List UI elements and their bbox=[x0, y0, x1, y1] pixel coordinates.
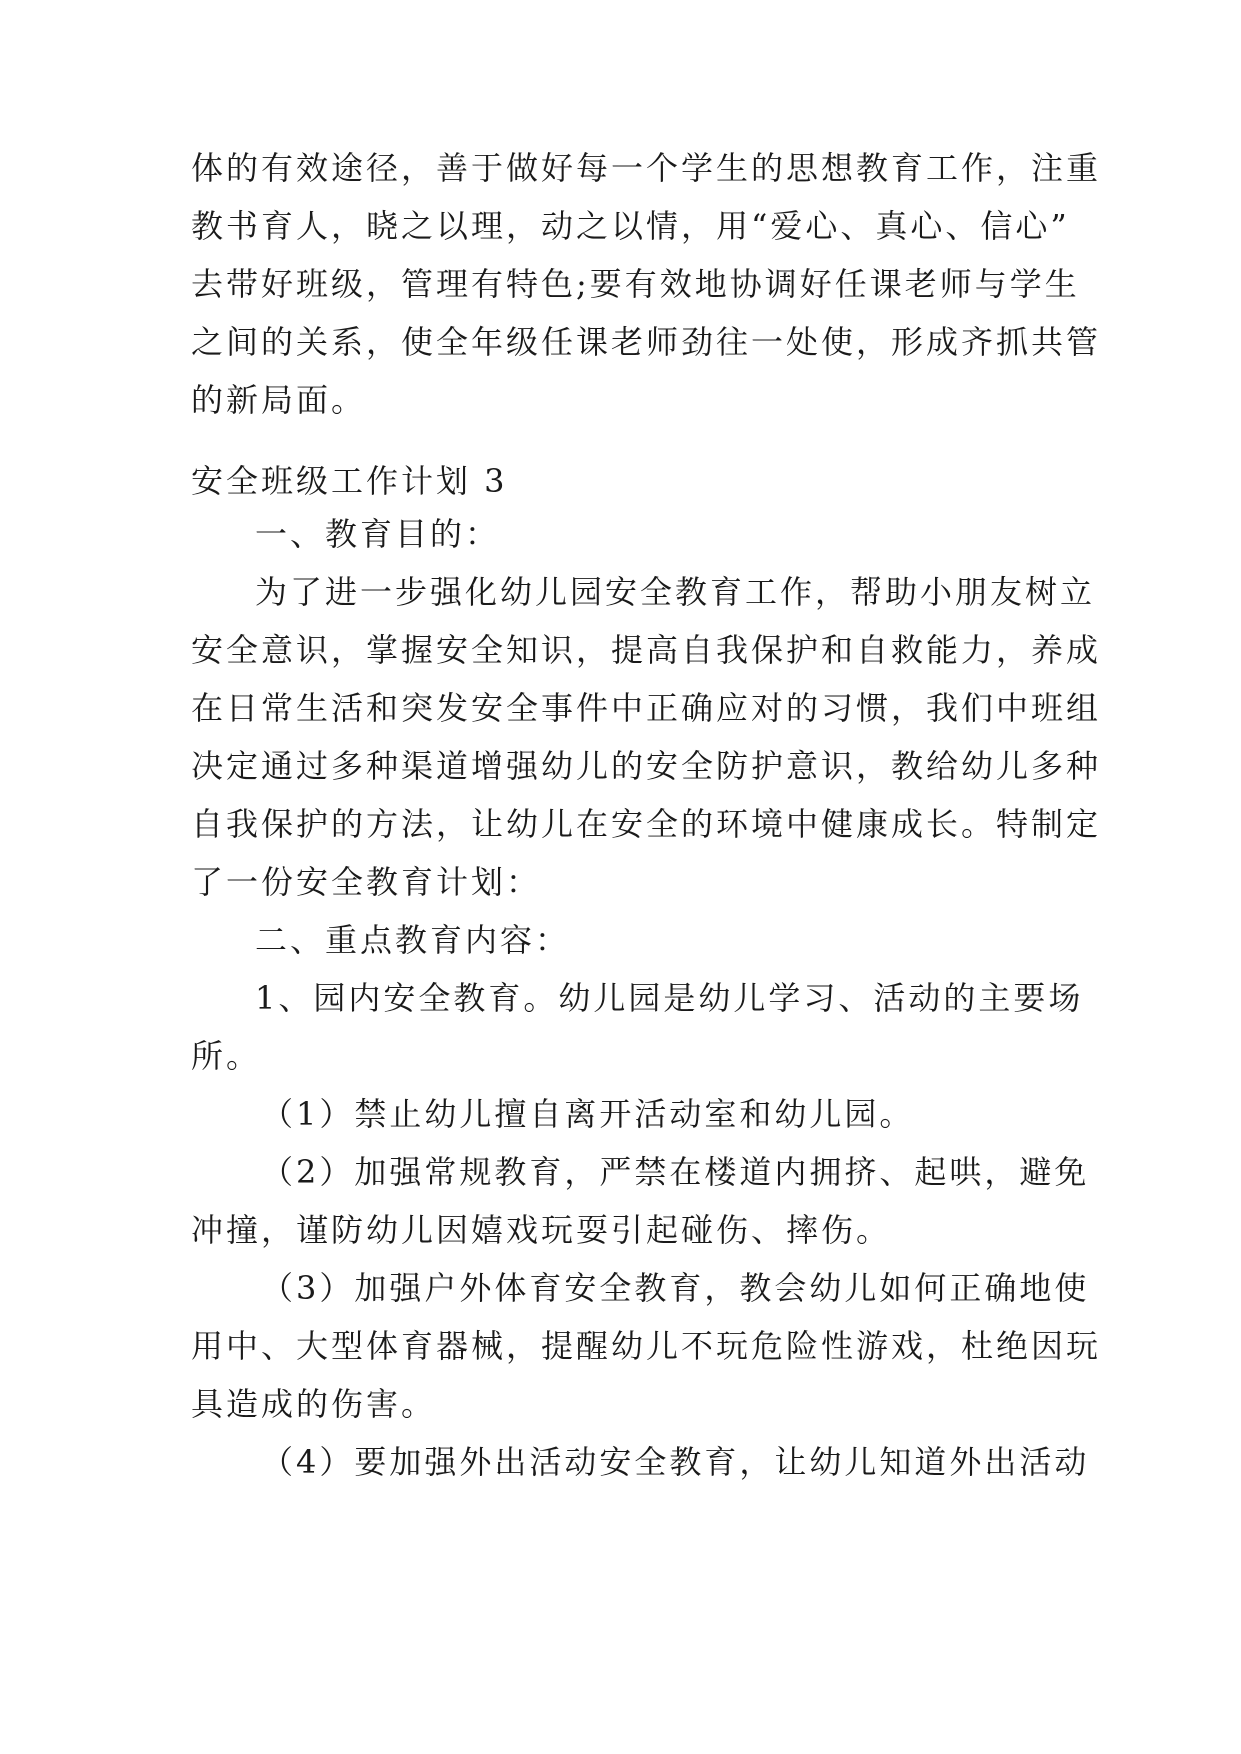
paragraph-line: 自我保护的方法，让幼儿在安全的环境中健康成长。特制定 bbox=[191, 805, 1102, 843]
paragraph-line: 去带好班级，管理有特色;要有效地协调好任课老师与学生 bbox=[191, 265, 1080, 303]
paragraph-line: 在日常生活和突发安全事件中正确应对的习惯，我们中班组 bbox=[191, 689, 1102, 727]
paragraph-line: 体的有效途径，善于做好每一个学生的思想教育工作，注重 bbox=[191, 149, 1102, 187]
section-title: 安全班级工作计划 3 bbox=[191, 462, 508, 500]
paragraph-line: 决定通过多种渠道增强幼儿的安全防护意识，教给幼儿多种 bbox=[191, 747, 1102, 785]
list-item: （4）要加强外出活动安全教育，让幼儿知道外出活动 bbox=[261, 1443, 1090, 1481]
heading-key-content: 二、重点教育内容： bbox=[255, 921, 571, 959]
paragraph-line: 用中、大型体育器械，提醒幼儿不玩危险性游戏，杜绝因玩 bbox=[191, 1327, 1102, 1365]
paragraph-line: 具造成的伤害。 bbox=[191, 1385, 437, 1423]
paragraph-line: 之间的关系，使全年级任课老师劲往一处使，形成齐抓共管 bbox=[191, 323, 1102, 361]
paragraph-line: 1、园内安全教育。幼儿园是幼儿学习、活动的主要场 bbox=[255, 979, 1084, 1017]
paragraph-line: 的新局面。 bbox=[191, 381, 367, 419]
paragraph-line: 冲撞，谨防幼儿因嬉戏玩耍引起碰伤、摔伤。 bbox=[191, 1211, 892, 1249]
paragraph-line: 安全意识，掌握安全知识，提高自我保护和自救能力，养成 bbox=[191, 631, 1102, 669]
paragraph-line: 了一份安全教育计划： bbox=[191, 863, 542, 901]
list-item: （3）加强户外体育安全教育，教会幼儿如何正确地使 bbox=[261, 1269, 1090, 1307]
list-item: （2）加强常规教育，严禁在楼道内拥挤、起哄，避免 bbox=[261, 1153, 1090, 1191]
paragraph-line: 所。 bbox=[191, 1037, 262, 1075]
paragraph-line: 为了进一步强化幼儿园安全教育工作，帮助小朋友树立 bbox=[255, 573, 1096, 611]
list-item: （1）禁止幼儿擅自离开活动室和幼儿园。 bbox=[261, 1095, 915, 1133]
paragraph-line: 教书育人，晓之以理，动之以情，用“爱心、真心、信心” bbox=[191, 207, 1070, 245]
intro-paragraph bbox=[191, 139, 1102, 429]
heading-education-goal: 一、教育目的： bbox=[255, 515, 501, 553]
section-body bbox=[191, 505, 1102, 1491]
